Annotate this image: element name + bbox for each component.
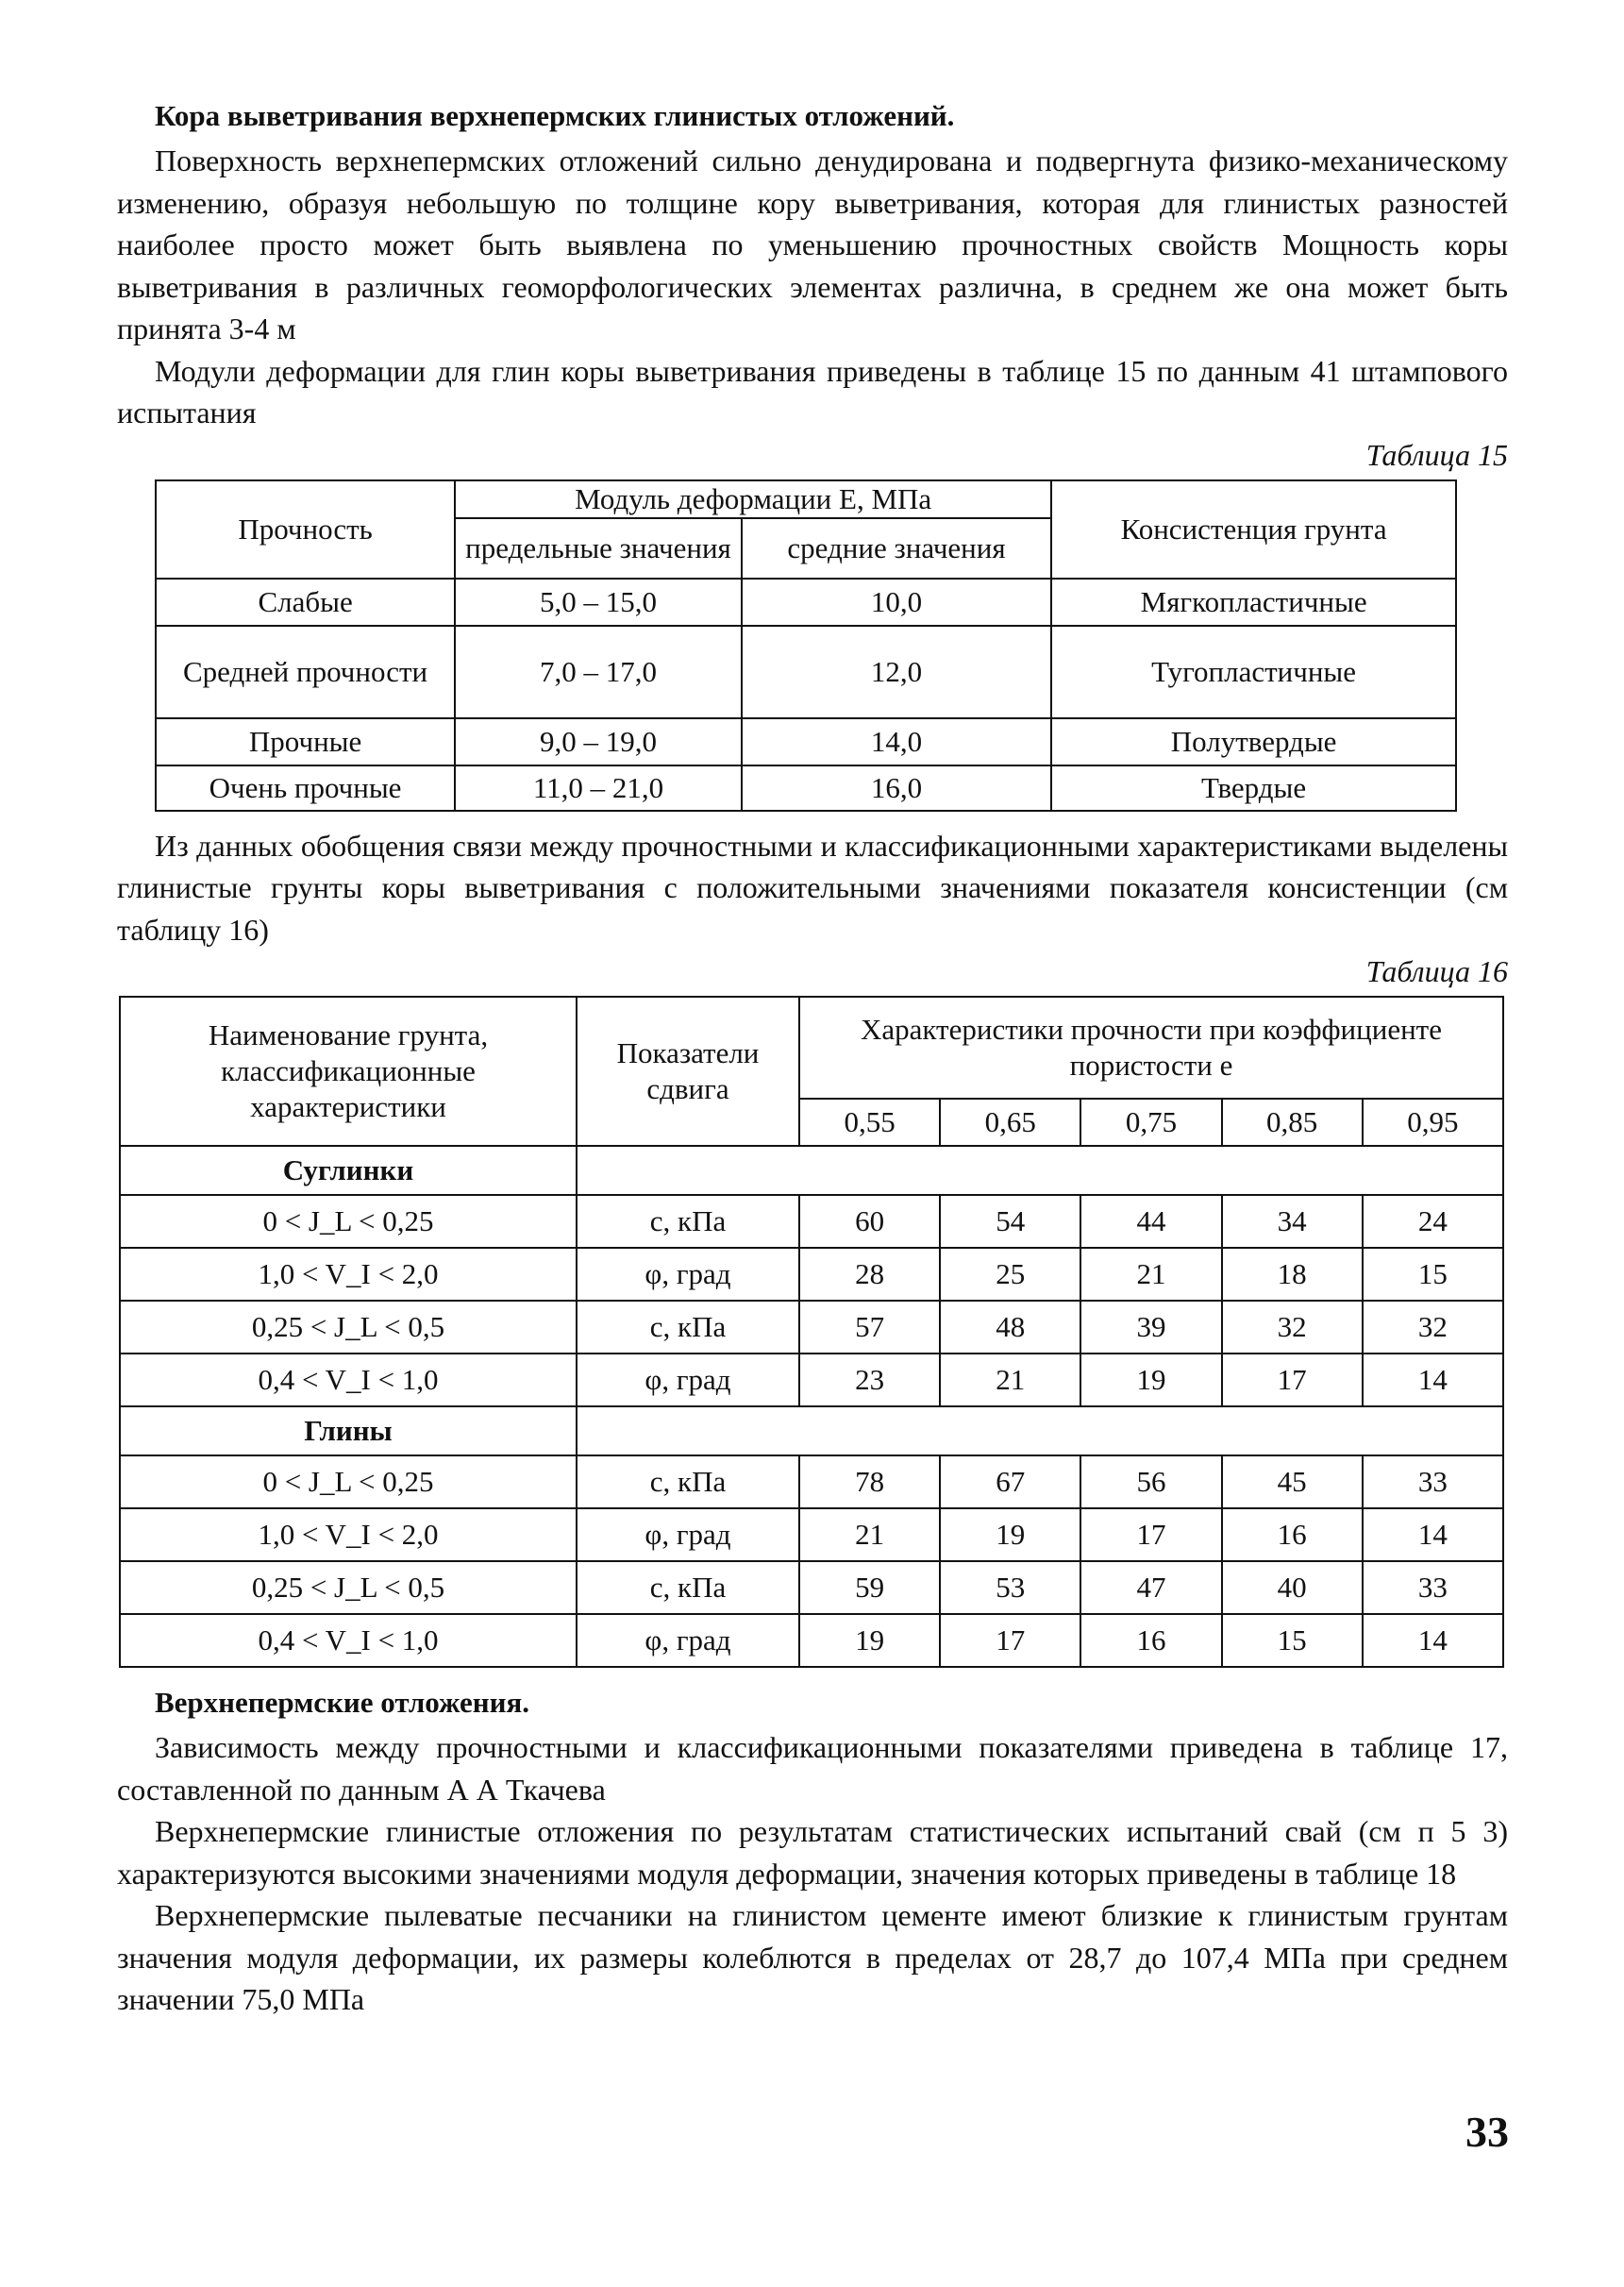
- t16-cell-value: 14: [1363, 1508, 1503, 1561]
- t15-cell-consistency: Тугопластичные: [1051, 626, 1456, 718]
- t16-cell-shear: c, кПа: [577, 1561, 799, 1614]
- t16-cell-value: 21: [1080, 1248, 1221, 1301]
- t16-cell-value: 17: [1222, 1354, 1363, 1406]
- t16-cell-value: 19: [940, 1508, 1080, 1561]
- t16-cell-condition: 0,25 < J_L < 0,5: [120, 1301, 577, 1354]
- t15-header-limit: предельные значения: [455, 518, 742, 579]
- t16-cell-value: 24: [1363, 1195, 1503, 1248]
- t15-cell-mean: 14,0: [742, 718, 1051, 765]
- t16-header-strength: Характеристики прочности при коэффициенте пористости е: [799, 997, 1503, 1099]
- t16-cell-condition: 0,4 < V_I < 1,0: [120, 1614, 577, 1667]
- t16-cell-shear: φ, град: [577, 1508, 799, 1561]
- t16-porosity-header: 0,95: [1363, 1099, 1503, 1146]
- t16-header-name: Наименование грунта, классификационные характеристики: [120, 997, 577, 1146]
- t16-cell-condition: 1,0 < V_I < 2,0: [120, 1248, 577, 1301]
- t16-group-name: Глины: [120, 1406, 577, 1455]
- t16-cell-value: 54: [940, 1195, 1080, 1248]
- t16-cell-shear: c, кПа: [577, 1455, 799, 1508]
- t16-cell-condition: 1,0 < V_I < 2,0: [120, 1508, 577, 1561]
- t15-cell-consistency: Полутвердые: [1051, 718, 1456, 765]
- t16-cell-value: 14: [1363, 1354, 1503, 1406]
- table-15-label: Таблица 15: [1365, 437, 1508, 472]
- t16-header-shear: Показатели сдвига: [577, 997, 799, 1146]
- table-row: [120, 1614, 1503, 1667]
- t15-cell-limit: 9,0 – 19,0: [455, 718, 742, 765]
- t16-cell-value: 18: [1222, 1248, 1363, 1301]
- t15-header-consistency: Консистенция грунта: [1051, 480, 1456, 579]
- t16-cell-value: 45: [1222, 1455, 1363, 1508]
- t16-cell-value: 39: [1080, 1301, 1221, 1354]
- t16-group-name: Суглинки: [120, 1146, 577, 1195]
- t15-header-mean: средние значения: [742, 518, 1051, 579]
- t15-cell-consistency: Мягкопластичные: [1051, 579, 1456, 626]
- t16-cell-value: 15: [1363, 1248, 1503, 1301]
- t16-cell-value: 17: [1080, 1508, 1221, 1561]
- t16-porosity-header: 0,75: [1080, 1099, 1221, 1146]
- t16-cell-value: 16: [1080, 1614, 1221, 1667]
- t16-cell-shear: φ, град: [577, 1614, 799, 1667]
- t16-cell-value: 56: [1080, 1455, 1221, 1508]
- t16-group-spacer: [577, 1406, 1503, 1455]
- t15-cell-mean: 12,0: [742, 626, 1051, 718]
- t16-cell-condition: 0,25 < J_L < 0,5: [120, 1561, 577, 1614]
- t16-cell-value: 57: [799, 1301, 940, 1354]
- table-16: [119, 996, 1504, 1668]
- table-row: [120, 1561, 1503, 1614]
- t16-cell-value: 47: [1080, 1561, 1221, 1614]
- paragraph-table-17: Зависимость между прочностными и классификационными показателями приведена в таблице 17, составленной по данным А А Ткачева: [117, 1730, 1508, 1807]
- t16-cell-shear: c, кПа: [577, 1195, 799, 1248]
- t15-cell-mean: 10,0: [742, 579, 1051, 626]
- t16-cell-value: 25: [940, 1248, 1080, 1301]
- t16-porosity-header: 0,55: [799, 1099, 940, 1146]
- t16-cell-value: 21: [940, 1354, 1080, 1406]
- t16-cell-condition: 0,4 < V_I < 1,0: [120, 1354, 577, 1406]
- t16-cell-shear: c, кПа: [577, 1301, 799, 1354]
- t15-cell-strength: Слабые: [156, 579, 455, 626]
- t16-porosity-header: 0,85: [1222, 1099, 1363, 1146]
- t16-cell-value: 60: [799, 1195, 940, 1248]
- t16-group-spacer: [577, 1146, 1503, 1195]
- t16-cell-value: 21: [799, 1508, 940, 1561]
- t15-header-strength: Прочность: [156, 480, 455, 579]
- t16-cell-value: 44: [1080, 1195, 1221, 1248]
- t16-cell-value: 16: [1222, 1508, 1363, 1561]
- t15-cell-strength: Очень прочные: [156, 765, 455, 811]
- paragraph-consistency: Из данных обобщения связи между прочностными и классификационными характеристиками выделены глинистые грунты коры выветривания с положительными значениями показателя консистенции (см таблицу 16): [117, 828, 1508, 947]
- t15-cell-limit: 11,0 – 21,0: [455, 765, 742, 811]
- table-row: [120, 1508, 1503, 1561]
- t15-cell-limit: 5,0 – 15,0: [455, 579, 742, 626]
- t15-cell-mean: 16,0: [742, 765, 1051, 811]
- page-number: 33: [1465, 2108, 1509, 2156]
- paragraph-weathering-crust: Поверхность верхнепермских отложений сильно денудирована и подвергнута физико-механическому изменению, образуя небольшую по толщине кору выветривания, которая для глинистых разностей наиболее просто может быть выявлена по уменьшению прочностных свойств Мощность коры выветривания в различных геоморфологических элементах различна, в среднем же она может быть принята 3-4 м: [117, 143, 1508, 345]
- table-row: [120, 1248, 1503, 1301]
- t16-cell-value: 14: [1363, 1614, 1503, 1667]
- paragraph-moduli-reference: Модули деформации для глин коры выветривания приведены в таблице 15 по данным 41 штампового испытания: [117, 353, 1508, 429]
- t16-porosity-header: 0,65: [940, 1099, 1080, 1146]
- t16-cell-value: 32: [1222, 1301, 1363, 1354]
- table-row: [120, 1195, 1503, 1248]
- t16-cell-condition: 0 < J_L < 0,25: [120, 1195, 577, 1248]
- t16-cell-value: 28: [799, 1248, 940, 1301]
- table-row: [120, 1455, 1503, 1508]
- t16-cell-value: 67: [940, 1455, 1080, 1508]
- t16-cell-value: 34: [1222, 1195, 1363, 1248]
- t16-cell-value: 23: [799, 1354, 940, 1406]
- t15-cell-strength: Средней прочности: [156, 626, 455, 718]
- t16-cell-value: 19: [799, 1614, 940, 1667]
- t16-cell-value: 59: [799, 1561, 940, 1614]
- table-row: [120, 1301, 1503, 1354]
- table-row: [120, 1354, 1503, 1406]
- t16-cell-value: 33: [1363, 1455, 1503, 1508]
- t16-cell-value: 19: [1080, 1354, 1221, 1406]
- t16-cell-shear: φ, град: [577, 1248, 799, 1301]
- t15-cell-limit: 7,0 – 17,0: [455, 626, 742, 718]
- t16-cell-value: 78: [799, 1455, 940, 1508]
- t16-cell-value: 40: [1222, 1561, 1363, 1614]
- t15-cell-strength: Прочные: [156, 718, 455, 765]
- t16-cell-value: 17: [940, 1614, 1080, 1667]
- t16-cell-shear: φ, град: [577, 1354, 799, 1406]
- t16-cell-value: 53: [940, 1561, 1080, 1614]
- t15-cell-consistency: Твердые: [1051, 765, 1456, 811]
- paragraph-table-18: Верхнепермские глинистые отложения по результатам статистических испытаний свай (см п 5 3) характеризуются высокими значениями модуля деформации, значения которых приведены в таблице 18: [117, 1814, 1508, 1891]
- section-heading-upper-permian: Верхнепермские отложения.: [155, 1686, 530, 1719]
- t15-header-modulus: Модуль деформации Е, МПа: [455, 480, 1051, 518]
- table-16-label: Таблица 16: [1365, 954, 1508, 988]
- section-heading-weathering-crust: Кора выветривания верхнепермских глинистых отложений.: [155, 99, 955, 132]
- t16-cell-value: 33: [1363, 1561, 1503, 1614]
- table-15: [155, 479, 1457, 812]
- page-content: [117, 94, 1508, 2021]
- t16-cell-value: 15: [1222, 1614, 1363, 1667]
- t16-cell-value: 32: [1363, 1301, 1503, 1354]
- t16-cell-condition: 0 < J_L < 0,25: [120, 1455, 577, 1508]
- paragraph-sandstones: Верхнепермские пылеватые песчаники на глинистом цементе имеют близкие к глинистым грунтам значения модуля деформации, их размеры колеблются в пределах от 28,7 до 107,4 МПа при среднем значении 75,0 МПа: [117, 1898, 1508, 2016]
- t16-cell-value: 48: [940, 1301, 1080, 1354]
